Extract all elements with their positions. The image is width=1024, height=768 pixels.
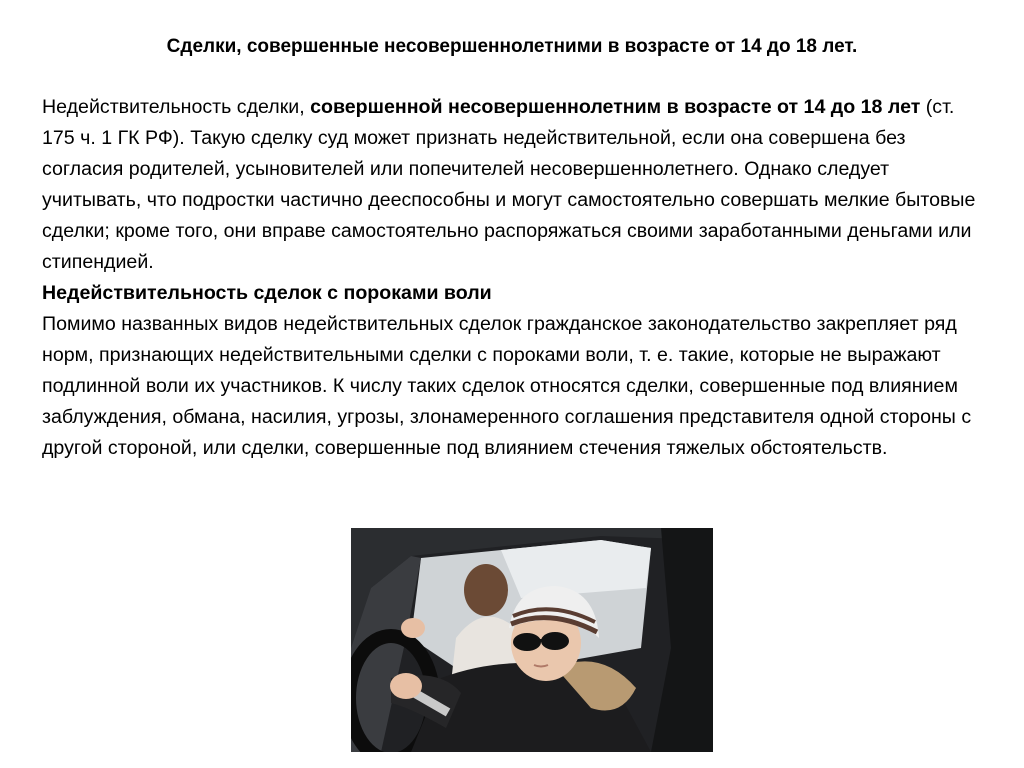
paragraph-minors-rest: (ст. 175 ч. 1 ГК РФ). Такую сделку суд может признать недействительной, если она совершена без согласия родителей, усыновителей или попечителей несовершеннолетнего. Однако следует учитывать, что подростки частично дееспособны и могут самостоятельно совершать мелкие бытовые сделки; кроме того, они вправе самостоятельно распоряжаться своими заработанными деньгами или стипендией. [42, 96, 976, 273]
slide-body [42, 92, 992, 464]
paragraph-minors-bold: совершенной несовершеннолетним в возрасте от 14 до 18 лет [310, 96, 921, 118]
section-heading-text: Недействительность сделок с пороками воли [42, 282, 492, 304]
section-heading-will-defects [42, 278, 992, 309]
paragraph-will-defects: Помимо названных видов недействительных сделок гражданское законодательство закрепляет ряд норм, признающих недействительными сделки с пороками воли, т. е. такие, которые не выражают подлинной воли их участников. К числу таких сделок относятся сделки, совершенные под влиянием заблуждения, обмана, насилия, угрозы, злонамеренного соглашения представителя одной стороны с другой стороной, или сделки, совершенные под влиянием стечения тяжелых обстоятельств. [42, 313, 972, 459]
slide-title: Сделки, совершенные несовершеннолетними в возрасте от 14 до 18 лет. [166, 36, 858, 57]
child-driving-car-photo [351, 528, 713, 752]
photo-illustration [351, 528, 713, 752]
paragraph-minors-lead: Недействительность сделки, [42, 96, 311, 118]
paragraph-minors [42, 92, 992, 278]
